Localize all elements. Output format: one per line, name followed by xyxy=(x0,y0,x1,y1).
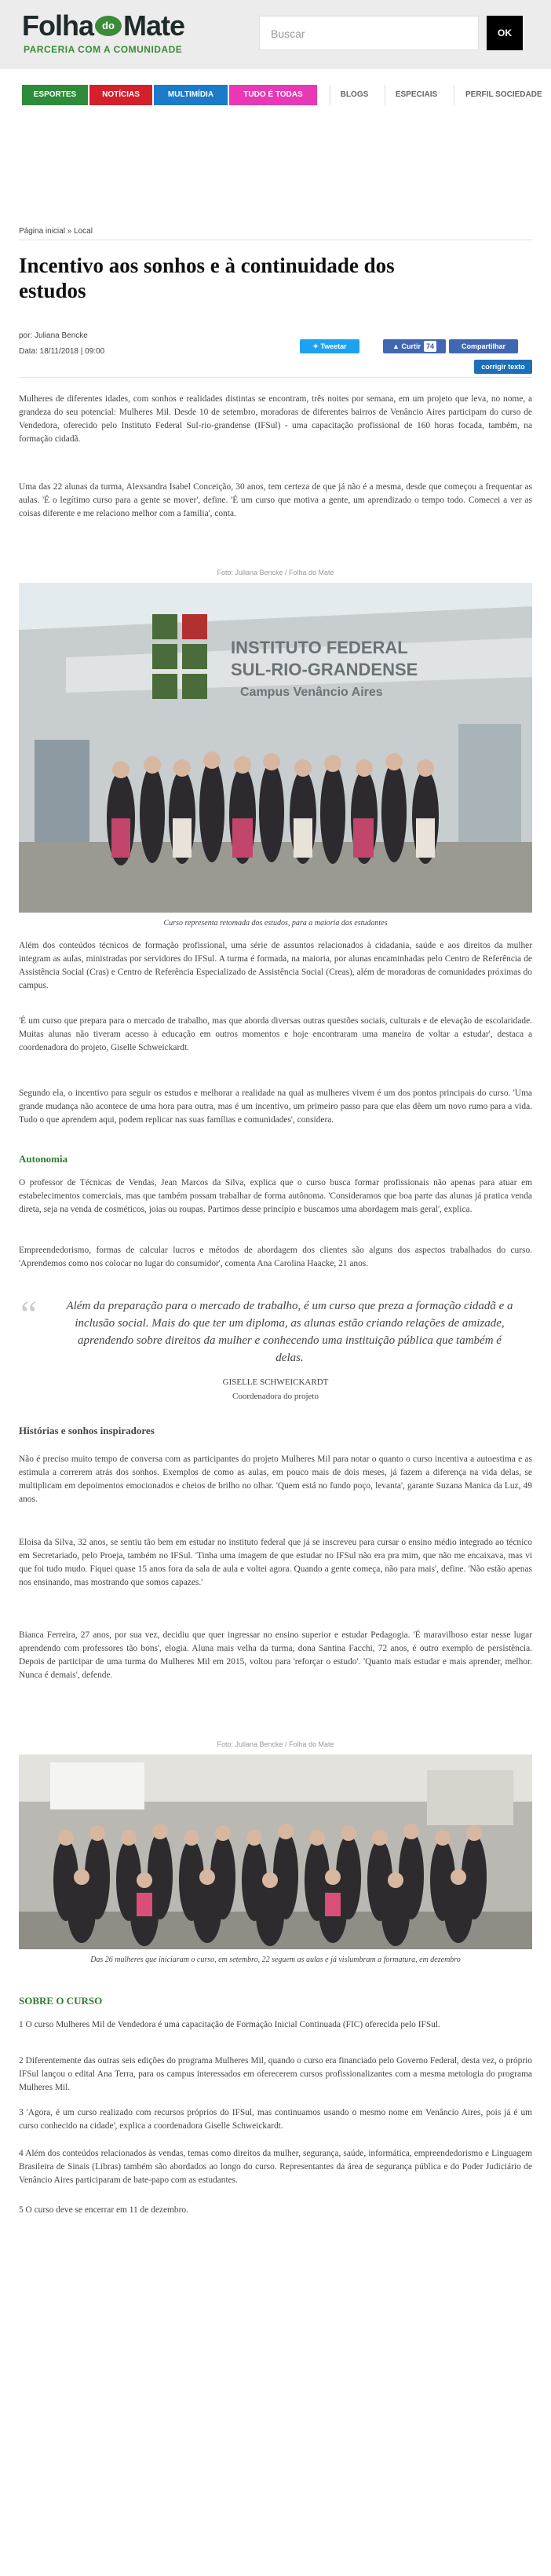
site-logo[interactable] xyxy=(22,9,226,57)
nav-blogs[interactable]: BLOGS xyxy=(330,85,378,105)
like-count: 74 xyxy=(424,341,436,352)
tweet-button-label: Tweetar xyxy=(320,342,347,350)
breadcrumb xyxy=(19,227,93,236)
sign-line-3: Campus Venâncio Aires xyxy=(240,686,383,699)
search-input[interactable]: Buscar xyxy=(259,16,479,50)
paragraph: Uma das 22 alunas da turma, Alexsandra Isabel Conceição, 30 anos, tem certeza de que já não é a mesma, desde que começou a frequentar as aulas. 'É o legítimo curso para a gente se mover', define. 'É um curso que motiva a gente, um aprendizado o tempo todo. Comecei a ver as coisas diferente e me relaciono melhor com a família', conta. xyxy=(19,482,532,518)
pull-quote: Além da preparação para o mercado de trabalho, é um curso que preza a formação cidadã e a inclusão social. Mais do que ter um diploma, as alunas estão criando relações de amizade, aprendendo sobre direitos da mulher e conhecendo uma instituição pública que também é delas. xyxy=(66,1300,513,1364)
section-heading-sobre-o-curso: SOBRE O CURSO xyxy=(19,1995,103,2007)
main-nav xyxy=(0,85,551,105)
sign-line-1: INSTITUTO FEDERAL xyxy=(231,638,408,657)
nav-multimidia[interactable]: MULTIMÍDIA xyxy=(154,85,228,105)
site-header xyxy=(0,0,551,69)
breadcrumb-section[interactable]: Local xyxy=(74,227,93,236)
quote-author: GISELLE SCHWEICKARDT xyxy=(222,1378,329,1387)
facebook-like-button[interactable] xyxy=(383,339,446,353)
sign-line-2: SUL-RIO-GRANDENSE xyxy=(231,660,418,679)
nav-tudo-e-todas[interactable]: TUDO É TODAS xyxy=(229,85,317,105)
nav-esportes[interactable]: ESPORTES xyxy=(22,85,88,105)
photo-credit: Foto: Juliana Bencke / Folha do Mate xyxy=(217,1740,334,1748)
paragraph: Não é preciso muito tempo de conversa com as participantes do projeto Mulheres Mil para notar o quanto o curso incentiva a autoestima e as estimula a correrem atrás dos sonhos. Exemplos de como as aulas, em pouco mais de dois meses, já fazem a diferença na vida delas, se multiplicam em depoimentos emocionados e cheios de brilho no olhar. 'Quem está no fundo poço, levanta', garante Suzana Manica da Luz, 49 anos. xyxy=(19,1454,532,1504)
section-heading-autonomia: Autonomia xyxy=(19,1153,68,1165)
article-author: por: Juliana Bencke xyxy=(19,331,88,340)
group-photo-classroom xyxy=(19,1755,532,1949)
thumbs-up-icon: ▲ xyxy=(392,342,400,350)
photo-caption: Curso representa retomada dos estudos, para a maioria das estudantes xyxy=(163,919,388,928)
facebook-share-button[interactable]: Compartilhar xyxy=(449,339,518,353)
nav-especiais[interactable]: ESPECIAIS xyxy=(385,85,447,105)
paragraph: O professor de Técnicas de Vendas, Jean Marcos da Silva, explica que o curso busca formar profissionais não apenas para atuar em estabelecimentos comerciais, mas que também possam trabalhar de forma autônoma. 'Consideramos que boa parte das alunas já pratica venda direta, seja na venda de cosméticos, joias ou roupas. Partimos desse princípio e buscamos uma abordagem mais geral', explica. xyxy=(19,1178,532,1214)
breadcrumb-separator: » xyxy=(67,227,72,236)
breadcrumb-home[interactable]: Página inicial xyxy=(19,227,65,236)
photo-credit: Foto: Juliana Bencke / Folha do Mate xyxy=(217,569,334,576)
like-button-label: Curtir xyxy=(401,342,421,350)
quote-mark-icon: “ xyxy=(20,1293,38,1335)
paragraph: Empreendedorismo, formas de calcular lucros e métodos de abordagem dos clientes são alguns dos aspectos trabalhados do curso. 'Aprendemos como nos colocar no lugar do consumidor', comenta Ana Carolina Haacke, 21 anos. xyxy=(19,1246,532,1268)
paragraph: Segundo ela, o incentivo para seguir os estudos e melhorar a realidade na qual as mulheres vivem é um dos pontos principais do curso. 'Uma grande mudança não acontece de uma hora para outra, mas é um incentivo, um primeiro passo para que elas dêem um novo rumo para a vida. Tudo o que aprendem aqui, podem replicar nas suas famílias e comunidades', considera. xyxy=(19,1089,532,1125)
nav-perfil-sociedade[interactable]: PERFIL SOCIEDADE xyxy=(454,85,551,105)
divider xyxy=(19,377,532,378)
logo-do-badge: do xyxy=(95,16,122,36)
group-photo-building xyxy=(19,583,532,913)
article-title: Incentivo aos sonhos e à continuidade dos estudos xyxy=(19,254,395,302)
paragraph: Eloisa da Silva, 32 anos, se sentiu tão bem em estudar no instituto federal que já se inscreveu para cursar o ensino médio integrado ao técnico em Secretariado, pelo Proeja, também no IFSul. 'Tinha uma imagem de que estudar no IFSul não era pra mim, que não me encaixava, mas vi que foi tudo mudo. Fiquei quase 15 anos fora da sala de aula e voltei agora. Quando a gente começa, não para mais', define. 'Não estão apenas nos ensinando, mas mostrando que somos capazes.' xyxy=(19,1538,532,1587)
nav-noticias[interactable]: NOTÍCIAS xyxy=(89,85,152,105)
paragraph: Mulheres de diferentes idades, com sonhos e realidades distintas se encontram, três noites por semana, em um projeto que leva, no nome, a grandeza do seu potencial: Mulheres Mil. Desde 10 de setembro, moradoras de diferentes bairros de Venâncio Aires participam do curso de Vendedora, oferecido pelo Instituto Federal Sul-rio-grandense (IFSul) - uma capacitação profissional de 160 horas focada, também, na formação cidadã. xyxy=(19,394,532,444)
section-heading-historias: Histórias e sonhos inspiradores xyxy=(19,1425,155,1436)
list-item: 5 O curso deve se encerrar em 11 de dezembro. xyxy=(19,2205,188,2215)
paragraph: Além dos conteúdos técnicos de formação profissional, uma série de assuntos relacionados à cidadania, saúde e aos direitos da mulher integram as aulas, ministradas por servidores do IFSul. A turma é formada, na maioria, por alunas encaminhadas pelo Centro de Referência de Assistência Social (Cras) e Centro de Referência Especializado de Assistência Social (Creas), além de moradoras de comunidades próximas do campus. xyxy=(19,941,532,990)
logo-mate: Mate xyxy=(123,9,185,42)
logo-tagline: PARCERIA COM A COMUNIDADE xyxy=(24,44,183,55)
photo-caption: Das 26 mulheres que iniciaram o curso, em setembro, 22 seguem as aulas e já vislumbram a formatura, em dezembro xyxy=(90,1956,461,1964)
twitter-bird-icon: ✦ xyxy=(312,342,319,350)
list-item: 2 Diferentemente das outras seis edições do programa Mulheres Mil, quando o curso era financiado pelo Governo Federal, desta vez, o próprio IFSul lançou o edital Ana Terra, para os campus interessados em oferecerem cursos profissionalizantes com a mesma metologia do programa Mulheres Mil. xyxy=(19,2056,532,2092)
quote-author-role: Coordenadora do projeto xyxy=(232,1392,319,1401)
list-item: 4 Além dos conteúdos relacionados às vendas, temas como direitos da mulher, segurança, saúde, informática, empreendedorismo e Linguagem Brasileira de Sinais (Libras) também são abordados ao longo do curso. Representantes da área de segurança pública e do Poder Judiciário de Venâncio Aires participaram de bate-papo com as estudantes. xyxy=(19,2149,532,2185)
tweet-button[interactable] xyxy=(300,339,359,353)
logo-folha: Folha xyxy=(22,9,93,42)
list-item: 1 O curso Mulheres Mil de Vendedora é uma capacitação de Formação Inicial Continuada (FIC) oferecida pelo IFSul. xyxy=(19,2020,440,2029)
search-button[interactable]: OK xyxy=(487,16,523,50)
list-item: 3 'Agora, é um curso realizado com recursos próprios do IFSul, mas continuamos usando o mesmo nome em Venâncio Aires, pois já é um curso conhecido na cidade', explica a coordenadora Giselle Schweickardt. xyxy=(19,2108,532,2131)
fix-text-button[interactable]: corrigir texto xyxy=(474,360,532,374)
article-date: Data: 18/11/2018 | 09:00 xyxy=(19,347,105,356)
paragraph: Bianca Ferreira, 27 anos, por sua vez, decidiu que quer ingressar no ensino superior e estudar Pedagogia. 'É maravilhoso estar nesse lugar aprendendo com professores tão bons', elogia. Aluna mais velha da turma, dona Santina Facchi, 72 anos, é outro exemplo de persistência. Depois de participar de uma turma do Mulheres Mil em 2015, voltou para 'reforçar o estudo'. 'Quanto mais estudar e mais aprender, melhor. Nunca é demais', defende. xyxy=(19,1630,532,1680)
paragraph: 'É um curso que prepara para o mercado de trabalho, mas que aborda diversas outras questões sociais, culturais e de elevação de escolaridade. Muitas alunas não tiveram acesso à educação em outros momentos e hoje encontraram uma maneira de voltar a estudar', destaca a coordenadora do projeto, Giselle Schweickardt. xyxy=(19,1016,532,1052)
